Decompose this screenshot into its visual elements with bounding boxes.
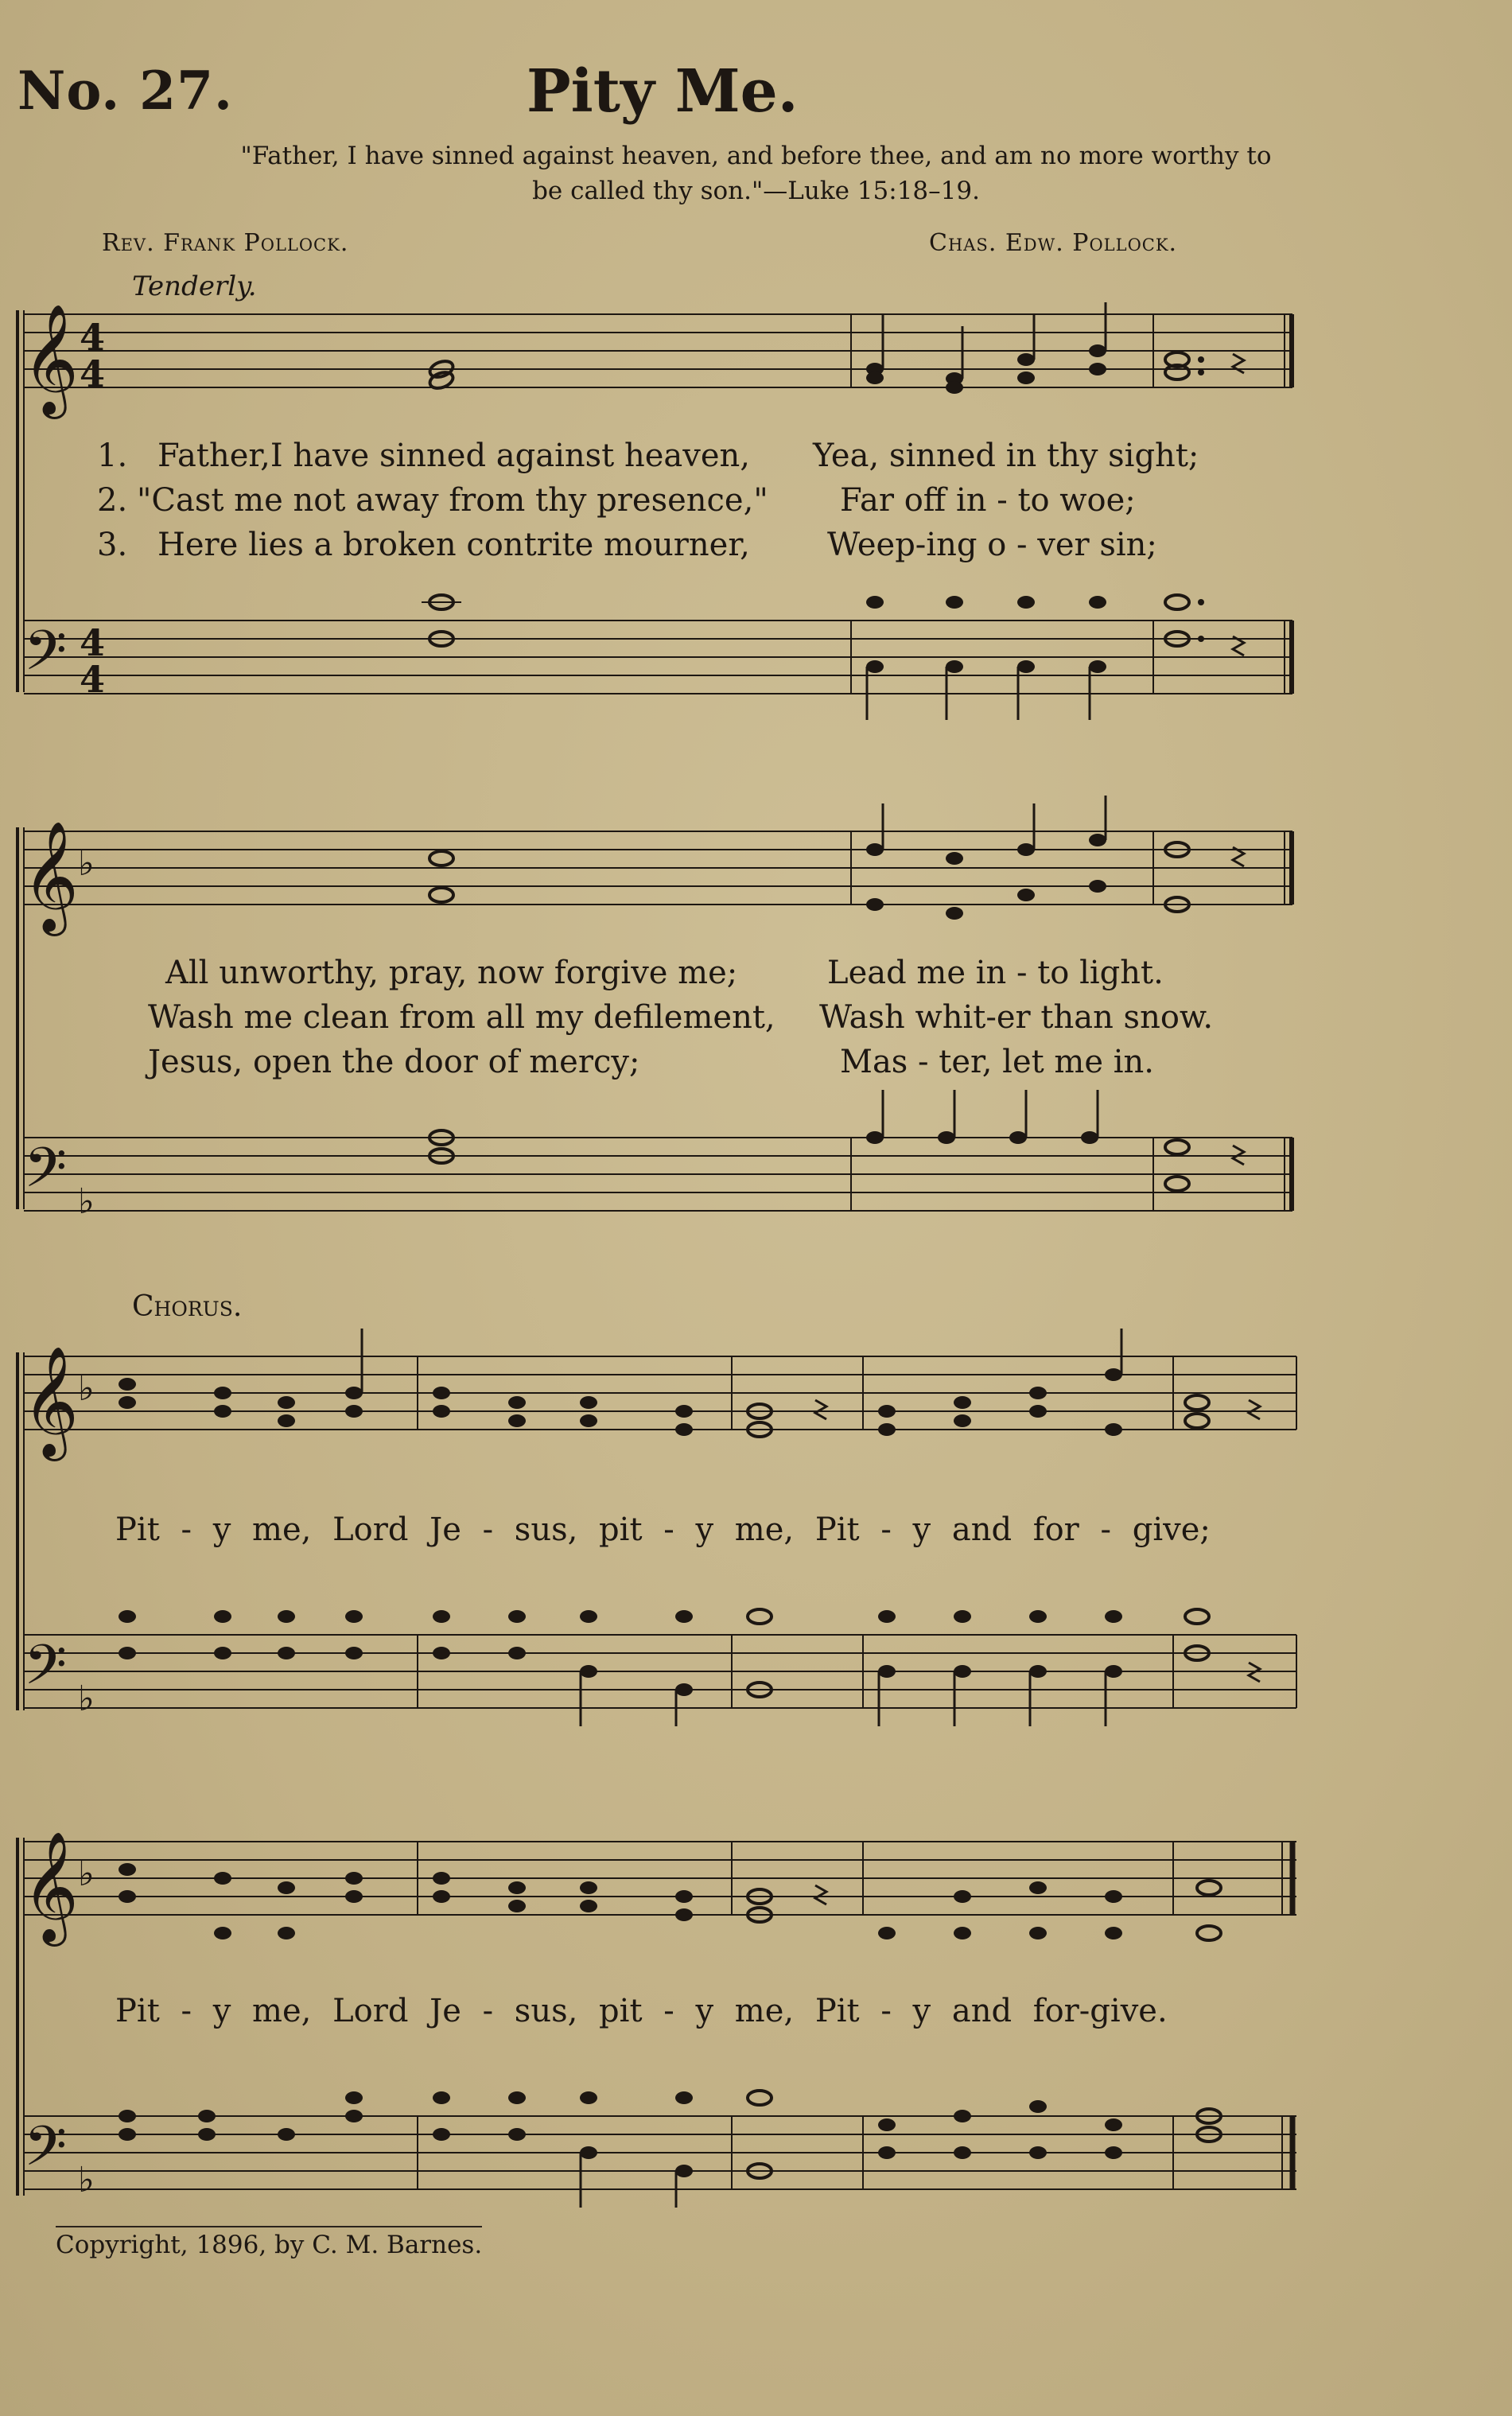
treble-clef-icon-3: 𝄞 [22,1346,79,1457]
bass-clef-icon-2: 𝄢 [24,1135,68,1213]
time-sig-bottom-bass: 4 [80,658,106,701]
treble-clef-icon: 𝄞 [22,304,79,414]
verse-2-num: 2. [97,482,128,519]
chorus-line-2: Pit - y me, Lord Je - sus, pit - y me, Pit - y and for-give. [115,1993,1168,2029]
verse-3-text: Here lies a broken contrite mourner, [157,527,750,563]
flat-icon-3: ♭ [78,1368,95,1409]
hymn-number: No. 27. [17,60,233,122]
epigraph-line-1: "Father, I have sinned against heaven, and before thee, and am no more worthy to [240,142,1272,170]
copyright-notice: Copyright, 1896, by C. M. Barnes. [56,2226,482,2259]
verse-2-end: Far off in - to woe; [840,482,1136,519]
bass-staff-1 [24,621,1292,694]
verse-3-end: Weep-ing o - ver sin; [827,527,1157,563]
flat-icon-bass-3: ♭ [78,1679,95,1719]
treble-clef-icon-4: 𝄞 [22,1831,79,1942]
beat-notes [866,302,1244,394]
verse-1-end: Yea, sinned in thy sight; [813,438,1199,474]
verse-2-line2: Wash me clean from all my defilement, [148,999,775,1036]
verse-1-line2-end: Lead me in - to light. [827,955,1164,991]
verse-1-line2: All unworthy, pray, now forgive me; [165,955,738,991]
flat-icon-bass-4: ♭ [78,2160,95,2200]
flat-icon-4: ♭ [78,1854,95,1894]
verse-1-text: Father,I have sinned against heaven, [157,438,750,474]
time-sig-top: 4 [80,316,106,359]
bass-clef-icon: 𝄢 [24,618,68,696]
treble-notes-1 [428,302,1244,394]
verse-1-num: 1. [97,438,128,474]
flat-icon: ♭ [78,843,95,884]
notes-2 [430,796,1244,1191]
verse-3-num: 3. [97,527,128,563]
verse-2-text: "Cast me not away from thy presence," [137,482,768,519]
time-sig-bottom: 4 [80,352,106,395]
epigraph-line-2: be called thy son."—Luke 15:18–19. [532,177,980,205]
treble-clef-icon-2: 𝄞 [22,821,79,932]
author-credit: Rev. Frank Pollock. [102,229,349,257]
flat-icon-bass: ♭ [78,1181,95,1222]
verse-3-line2-end: Mas - ter, let me in. [840,1044,1155,1080]
verse-2-line2-end: Wash whit-er than snow. [819,999,1214,1036]
hymn-title: Pity Me. [527,57,799,126]
bass-clef-icon-3: 𝄢 [24,1632,68,1710]
tempo-marking: Tenderly. [132,270,257,302]
time-sig-top-bass: 4 [80,621,106,664]
composer-credit: Chas. Edw. Pollock. [929,229,1178,257]
verse-3-line2: Jesus, open the door of mercy; [148,1044,640,1080]
chorus-label: Chorus. [132,1290,243,1323]
bass-clef-icon-4: 𝄢 [24,2114,68,2192]
chorus-line-1: Pit - y me, Lord Je - sus, pit - y me, Pit - y and for - give; [115,1511,1211,1548]
